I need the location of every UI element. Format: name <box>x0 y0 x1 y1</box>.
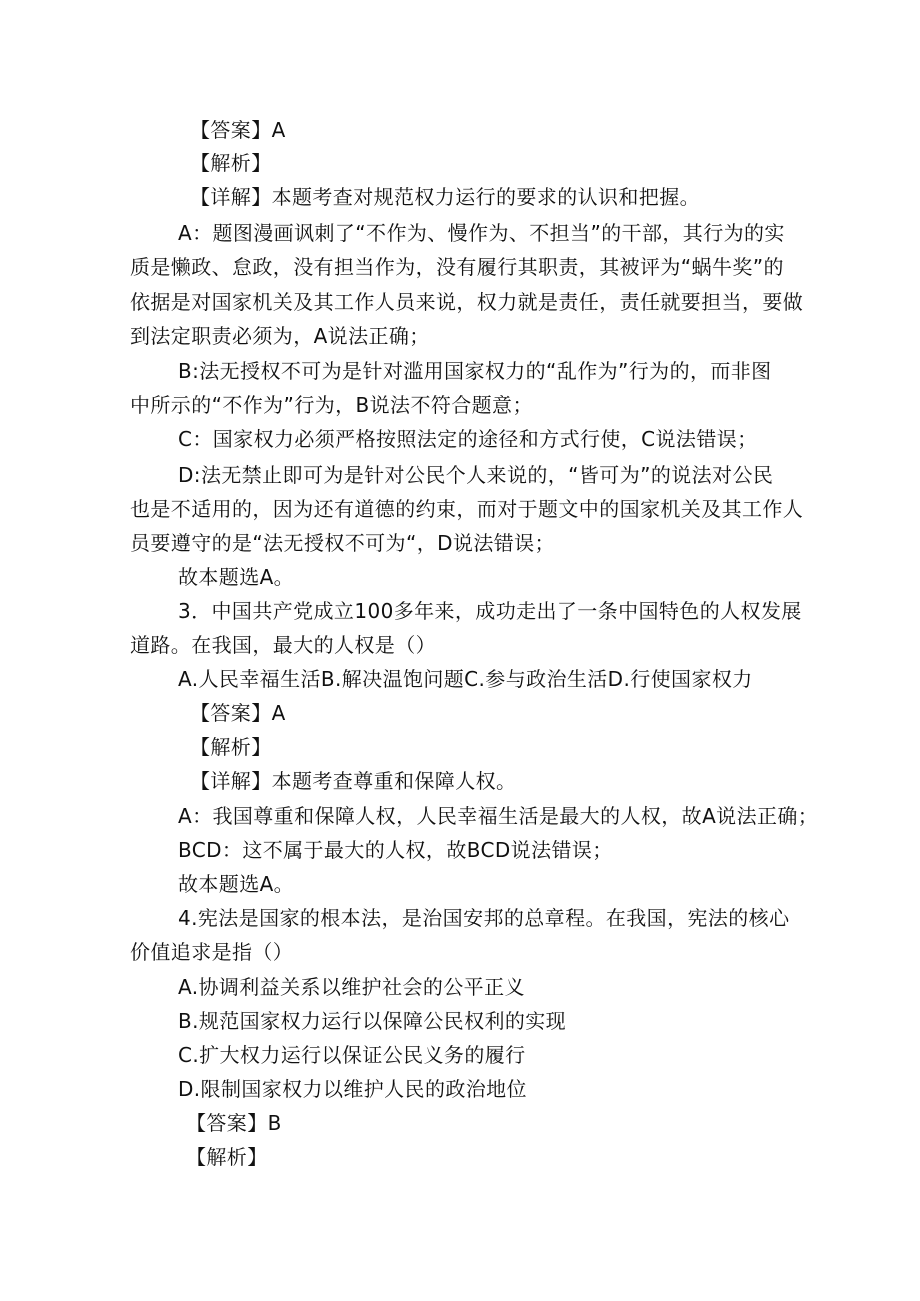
detail-heading: 【详解】本题考查尊重和保障人权。 <box>190 769 517 793</box>
paragraph-line: D:法无禁止即可为是针对公民个人来说的，“皆可为”的说法对公民 <box>178 463 774 487</box>
question-3-line: 道路。在我国，最大的人权是（） <box>130 633 436 657</box>
paragraph-line: 故本题选A。 <box>178 872 295 896</box>
question-4-line: 价值追求是指（） <box>130 940 294 964</box>
answer-label: 【答案】B <box>186 1111 282 1135</box>
analysis-label: 【解析】 <box>190 151 272 175</box>
answer-label: 【答案】A <box>190 701 286 725</box>
question-4-option-c: C.扩大权力运行以保证公民义务的履行 <box>178 1043 526 1067</box>
paragraph-line: C：国家权力必须严格按照法定的途径和方式行使，C说法错误； <box>178 427 758 451</box>
paragraph-line: BCD：这不属于最大的人权，故BCD说法错误； <box>178 838 613 862</box>
paragraph-line: B:法无授权不可为是针对滥用国家权力的“乱作为”行为的，而非图 <box>178 359 772 383</box>
detail-heading: 【详解】本题考查对规范权力运行的要求的认识和把握。 <box>190 185 700 209</box>
paragraph-line: 员要遵守的是“法无授权不可为“，D说法错误； <box>130 531 555 555</box>
paragraph-line: 质是懒政、怠政，没有担当作为，没有履行其职责，其被评为“蜗牛奖”的 <box>130 255 784 279</box>
question-4-line: 4.宪法是国家的根本法，是治国安邦的总章程。在我国，宪法的核心 <box>178 906 790 930</box>
paragraph-line: A：题图漫画讽刺了“不作为、慢作为、不担当”的干部，其行为的实 <box>178 221 785 245</box>
analysis-label: 【解析】 <box>190 735 272 759</box>
question-3-options: A.人民幸福生活B.解决温饱问题C.参与政治生活D.行使国家权力 <box>178 667 753 691</box>
paragraph-line: A：我国尊重和保障人权，人民幸福生活是最大的人权，故A说法正确； <box>178 804 819 828</box>
paragraph-line: 依据是对国家机关及其工作人员来说，权力就是责任，责任就要担当，要做 <box>130 290 804 314</box>
question-4-option-a: A.协调利益关系以维护社会的公平正义 <box>178 975 525 999</box>
question-4-option-d: D.限制国家权力以维护人民的政治地位 <box>178 1077 527 1101</box>
paragraph-line: 也是不适用的，因为还有道德的约束，而对于题文中的国家机关及其工作人 <box>130 497 804 521</box>
answer-label: 【答案】A <box>190 118 286 142</box>
paragraph-line: 中所示的“不作为”行为，B说法不符合题意； <box>130 393 533 417</box>
paragraph-line: 故本题选A。 <box>178 565 295 589</box>
question-3-line: 3．中国共产党成立100多年来，成功走出了一条中国特色的人权发展 <box>178 599 802 623</box>
question-4-option-b: B.规范国家权力运行以保障公民权利的实现 <box>178 1009 567 1033</box>
analysis-label: 【解析】 <box>186 1145 268 1169</box>
paragraph-line: 到法定职责必须为，A说法正确； <box>130 324 430 348</box>
